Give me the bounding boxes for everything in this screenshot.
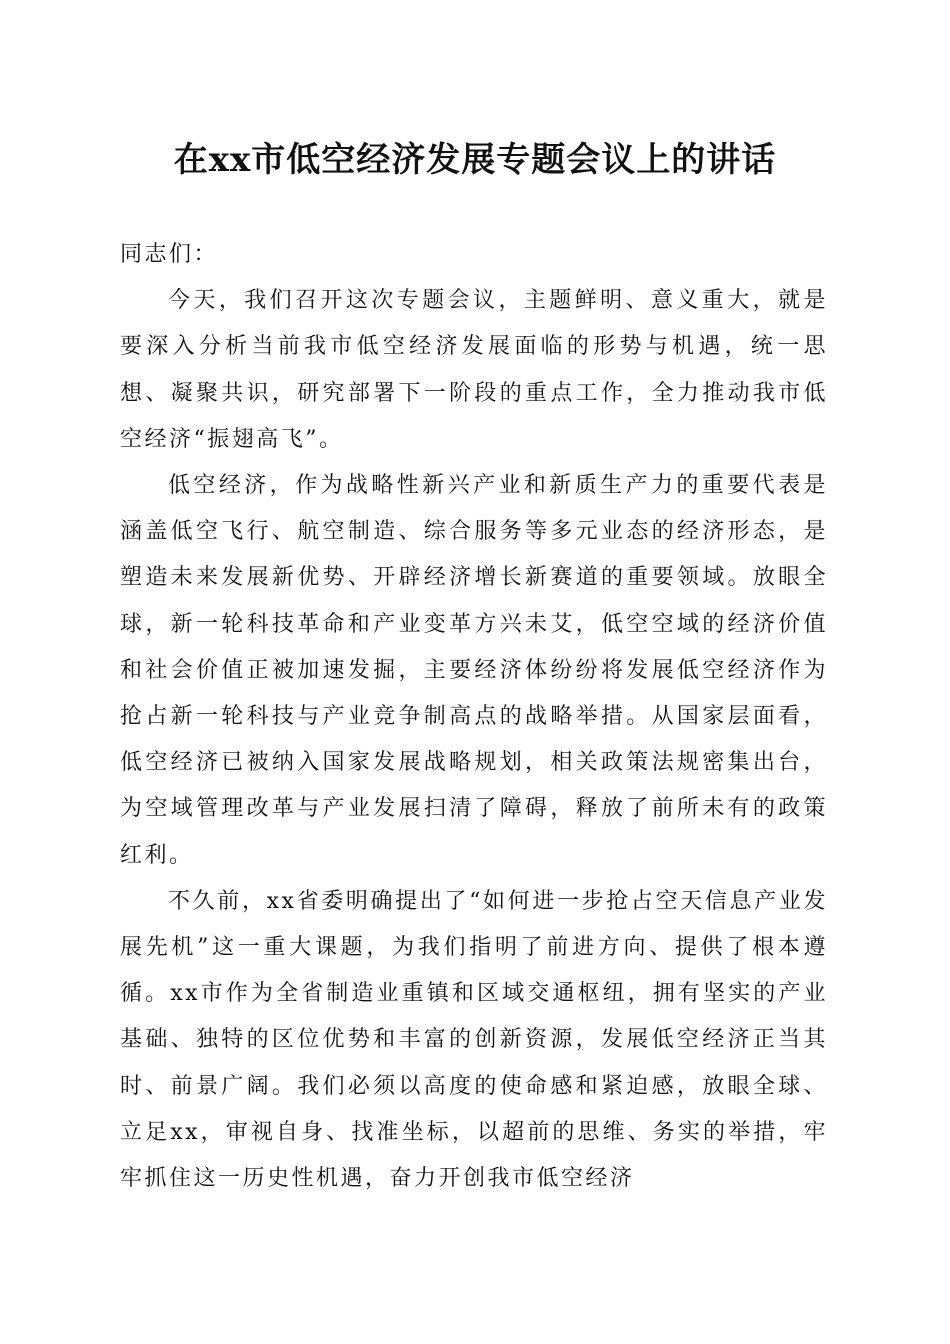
- document-body: [120, 232, 828, 1202]
- document-title: 在xx市低空经济发展专题会议上的讲话: [173, 140, 777, 180]
- paragraph-1: 今天，我们召开这次专题会议，主题鲜明、意义重大，就是要深入分析当前我市低空经济发展面临的形势与机遇，统一思想、凝聚共识，研究部署下一阶段的重点工作，全力推动我市低空经济“振翅高飞”。: [120, 288, 828, 452]
- paragraph-2: 低空经济，作为战略性新兴产业和新质生产力的重要代表是涵盖低空飞行、航空制造、综合服务等多元业态的经济形态，是塑造未来发展新优势、开辟经济增长新赛道的重要领域。放眼全球，新一轮科技革命和产业变革方兴未艾，低空空域的经济价值和社会价值正被加速发掘，主要经济体纷纷将发展低空经济作为抢占新一轮科技与产业竞争制高点的战略举措。从国家层面看，低空经济已被纳入国家发展战略规划，相关政策法规密集出台，为空域管理改革与产业发展扫清了障碍，释放了前所未有的政策红利。: [120, 473, 828, 868]
- salutation: 同志们：: [120, 242, 219, 267]
- paragraph-3: 不久前，xx省委明确提出了“如何进一步抢占空天信息产业发展先机”这一重大课题，为我们指明了前进方向、提供了根本遵循。xx市作为全省制造业重镇和区域交通枢纽，拥有坚实的产业基础、独特的区位优势和丰富的创新资源，发展低空经济正当其时、前景广阔。我们必须以高度的使命感和紧迫感，放眼全球、立足xx，审视自身、找准坐标，以超前的思维、务实的举措，牢牢抓住这一历史性机遇，奋力开创我市低空经济: [120, 888, 828, 1192]
